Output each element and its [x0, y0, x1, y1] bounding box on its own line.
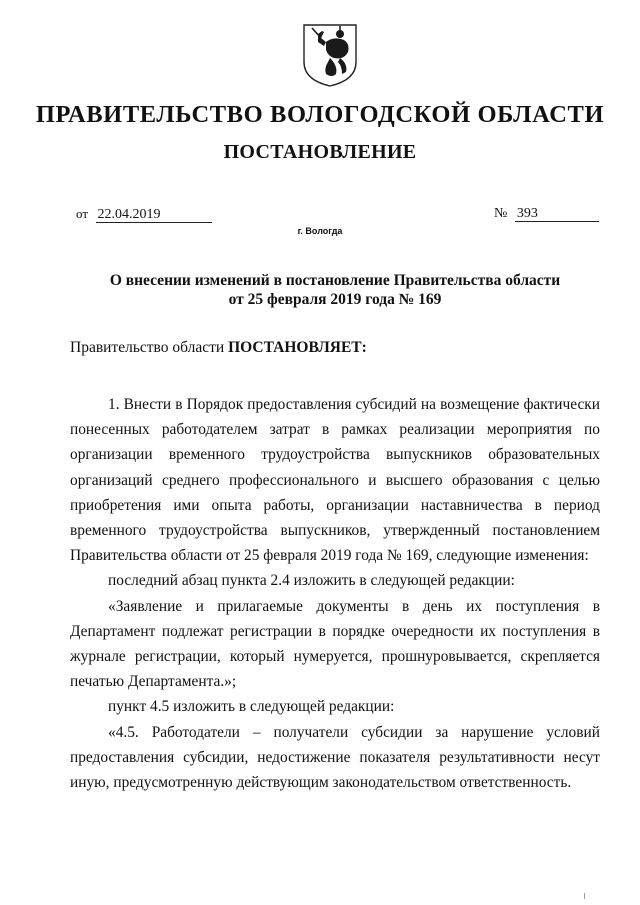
subject-line-2: от 25 февраля 2019 года № 169 — [228, 291, 442, 308]
paragraph-2: последний абзац пункта 2.4 изложить в следующей редакции: — [108, 572, 515, 590]
document-type: ПОСТАНОВЛЕНИЕ — [223, 141, 417, 163]
number-prefix: № — [494, 206, 508, 221]
document-number: 393 — [515, 206, 599, 222]
document-subject — [70, 271, 600, 309]
document-date: 22.04.2019 — [96, 207, 212, 223]
paragraph-1: 1. Внести в Порядок предоставления субсидий на возмещение фактически понесенных работодателем затрат в рамках реализации мероприятия по организации временного трудоустройства выпускников образовательных организаций среднего профессионального и высшего образования с целью приобретения ими опыта работы, организации наставничества в период временного трудоустройства выпускников, утвержденный постановлением Правительства области от 25 февраля 2019 года № 169, следующие изменения: — [70, 396, 600, 565]
preamble-decree: ПОСТАНОВЛЯЕТ: — [228, 339, 367, 356]
paragraph-5: «4.5. Работодатели – получатели субсидии за нарушение условий предоставления субсидии, недостижение показателя результативности несут иную, предусмотренную действующим законодательством ответственность. — [70, 723, 600, 792]
city-label: г. Вологда — [297, 226, 343, 236]
date-prefix: от — [76, 206, 89, 221]
paragraph-3: «Заявление и прилагаемые документы в день их поступления в Департамент подлежат регистрации в порядке очередности их поступления в журнале регистрации, который нумеруется, прошнуровывается, скрепляется печатью Департамента.»; — [70, 597, 600, 691]
paragraph-4: пункт 4.5 изложить в следующей редакции: — [108, 698, 395, 716]
document-body — [70, 392, 600, 795]
number-row — [494, 206, 599, 222]
preamble-lead: Правительство области — [70, 339, 229, 356]
date-row — [76, 206, 212, 223]
government-title: ПРАВИТЕЛЬСТВО ВОЛОГОДСКОЙ ОБЛАСТИ — [35, 101, 605, 128]
scan-mark — [584, 893, 585, 899]
subject-line-1: О внесении изменений в постановление Правительства области — [109, 272, 561, 289]
preamble — [70, 339, 367, 357]
coat-of-arms-icon — [300, 22, 360, 88]
